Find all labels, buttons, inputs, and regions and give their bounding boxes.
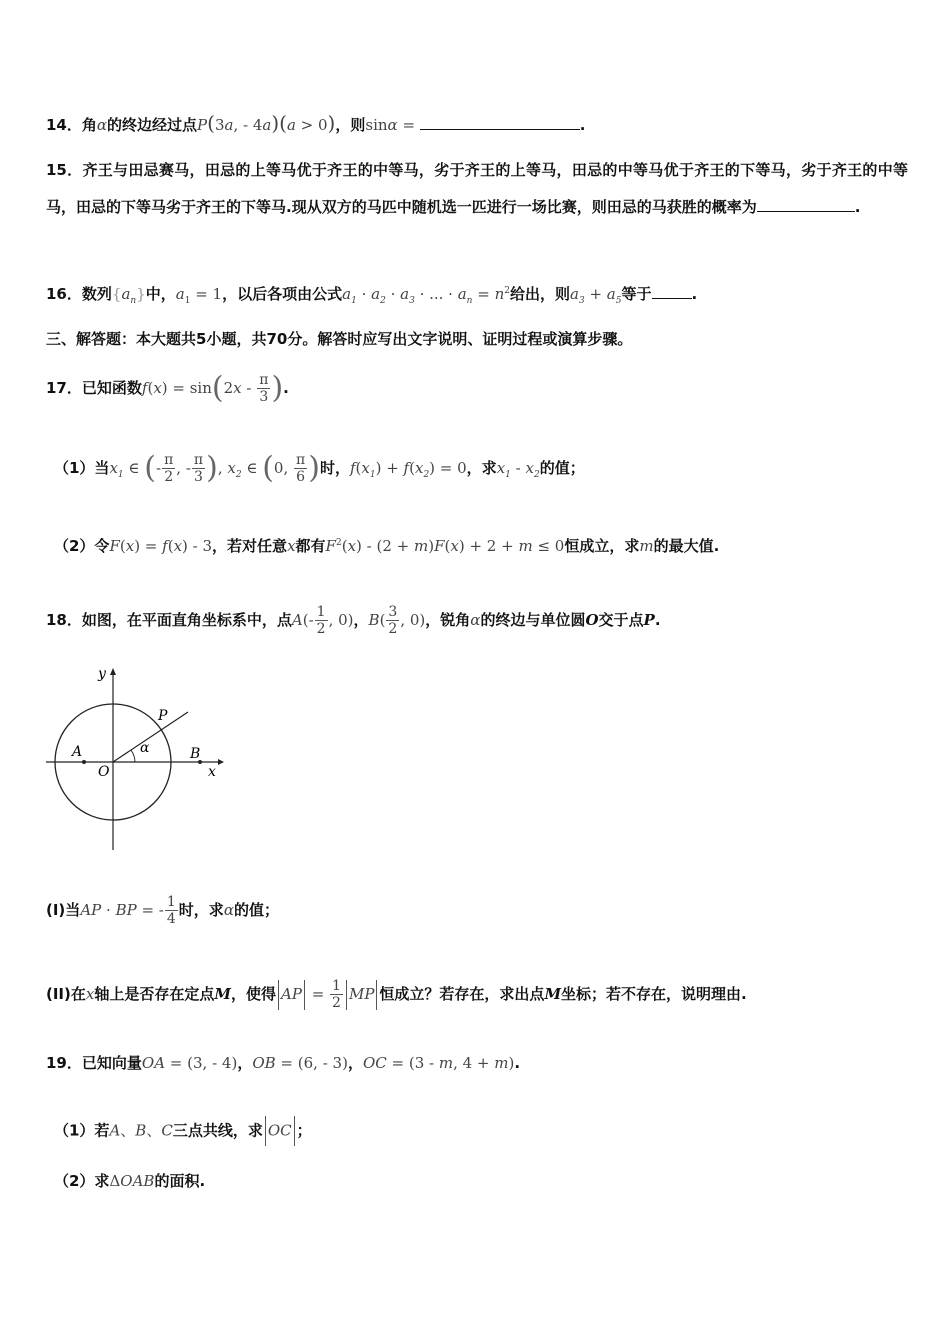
alpha-label: α <box>140 740 150 756</box>
x-axis-arrow <box>218 759 224 765</box>
terminal-side <box>113 712 188 762</box>
question-18: 18．如图，在平面直角坐标系中，点A(- $\frac{1}{2}$ , 0)，B( $\frac{3}{2}$ , 0)，锐角α的终边与单位圆O交于点P. <box>46 604 661 637</box>
question-15: 15．齐王与田忌赛马，田忌的上等马优于齐王的中等马，劣于齐王的上等马，田忌的中等马优于齐王的下等马，劣于齐王的中等马，田忌的下等马劣于齐王的下等马.现从双方的马匹中随机选一匹进行一场比赛，则田忌的马获胜的概率为 . <box>46 161 908 216</box>
question-number: 16． <box>46 285 82 303</box>
question-17: 17．已知函数f(x) = sin(2x - $\frac{\pi}{3}$ ). <box>46 370 289 406</box>
question-18-part-1: (I)当AP · BP = - $\frac{1}{4}$ 时，求α的值； <box>46 894 279 927</box>
question-19-part-1: （1）若A、B、C三点共线，求 OC ； <box>54 1116 312 1146</box>
question-16: 16．数列$\{a_n\}$中，$a_1 = 1$，以后各项由公式$a_1 \cdot a_2 \cdot a_3$ · ... · $a_n = n^2$给出，则$a_3 + a_5$等于 . <box>46 285 698 306</box>
question-18-part-2: (II)在x轴上是否存在定点M，使得 AP = $\frac{1}{2}$ MP 恒成立？若存在，求出点M坐标；若不存在，说明理由. <box>46 978 747 1011</box>
question-14: 14．角α的终边经过点P(3a, - 4a)(a > 0)，则sinα = . <box>46 111 586 135</box>
question-number: 14． <box>46 116 82 134</box>
unit-circle-figure <box>40 660 230 860</box>
answer-blank[interactable] <box>420 115 580 130</box>
x-axis-label: x <box>208 764 216 780</box>
question-number: 19． <box>46 1054 82 1072</box>
point-b-label: B <box>190 746 201 762</box>
y-axis-label: y <box>98 666 106 682</box>
question-17-part-2: （2）令F(x) = f(x) - 3，若对任意x都有$F^2(x) - (2 + m)F(x) + 2 + m \le 0$恒成立，求m的最大值. <box>54 537 720 555</box>
y-axis-arrow <box>110 668 116 675</box>
question-number: 15． <box>46 161 83 179</box>
origin-label: O <box>98 764 110 780</box>
question-19-part-2: （2）求ΔOAB的面积. <box>54 1172 206 1190</box>
answer-blank[interactable] <box>757 197 855 212</box>
question-number: 18． <box>46 611 82 629</box>
point-p-label: P <box>158 708 168 724</box>
point-a-label: A <box>72 744 83 760</box>
angle-arc <box>131 750 135 762</box>
question-19: 19．已知向量OA = (3, - 4)，OB = (6, - 3)，OC = (3 - m, 4 + m). <box>46 1054 521 1072</box>
answer-blank[interactable] <box>652 284 692 299</box>
point-a <box>82 760 86 764</box>
question-number: 17． <box>46 379 82 397</box>
section-title: 三、解答题：本大题共5小题，共70分。解答时应写出文字说明、证明过程或演算步骤。 <box>46 330 633 348</box>
question-17-part-1: （1）当$x_1$ ∈ (- $\frac{\pi}{2}$ , - $\frac{\pi}{3}$ ), $x_2$ ∈ (0, $\frac{\pi}{6}$ )时，$f(x_1) + f(x_2) = 0$，求$x_1 - x_2$的值； <box>54 450 585 486</box>
